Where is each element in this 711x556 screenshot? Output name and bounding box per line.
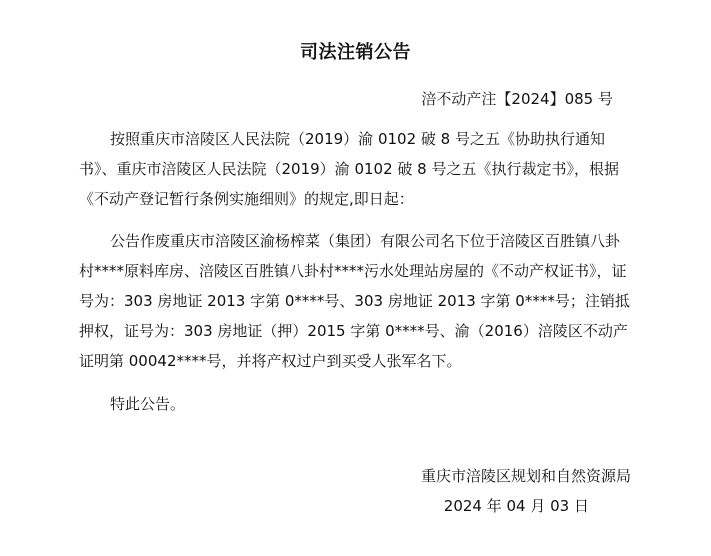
signature-date: 2024 年 04 月 03 日 (443, 497, 589, 515)
paragraph-basis: 按照重庆市涪陵区人民法院（2019）渝 0102 破 8 号之五《协助执行通知书》、重庆市涪陵区人民法院（2019）渝 0102 破 8 号之五《执行裁定书》，根据《不动产登记暂行条例实施细则》的规定,即日起： (79, 130, 619, 208)
page-title: 司法注销公告 (300, 42, 411, 63)
paragraph-announcement: 公告作废重庆市涪陵区渝杨榨菜（集团）有限公司名下位于涪陵区百胜镇八卦村****原料库房、涪陵区百胜镇八卦村****污水处理站房屋的《不动产权证书》，证号为：303 房地证 2013 字第 0****号、303 房地证 2013 字第 0****号；注销抵押权，证号为：303 房地证（押）2015 字第 0****号、渝（2016）涪陵区不动产证明第 00042****号，并将产权过户到买受人张军名下。 (79, 232, 630, 370)
signature-organization: 重庆市涪陵区规划和自然资源局 (420, 467, 631, 485)
document-number: 涪不动产注【2024】085 号 (421, 90, 613, 108)
paragraph-closing: 特此公告。 (110, 395, 186, 413)
